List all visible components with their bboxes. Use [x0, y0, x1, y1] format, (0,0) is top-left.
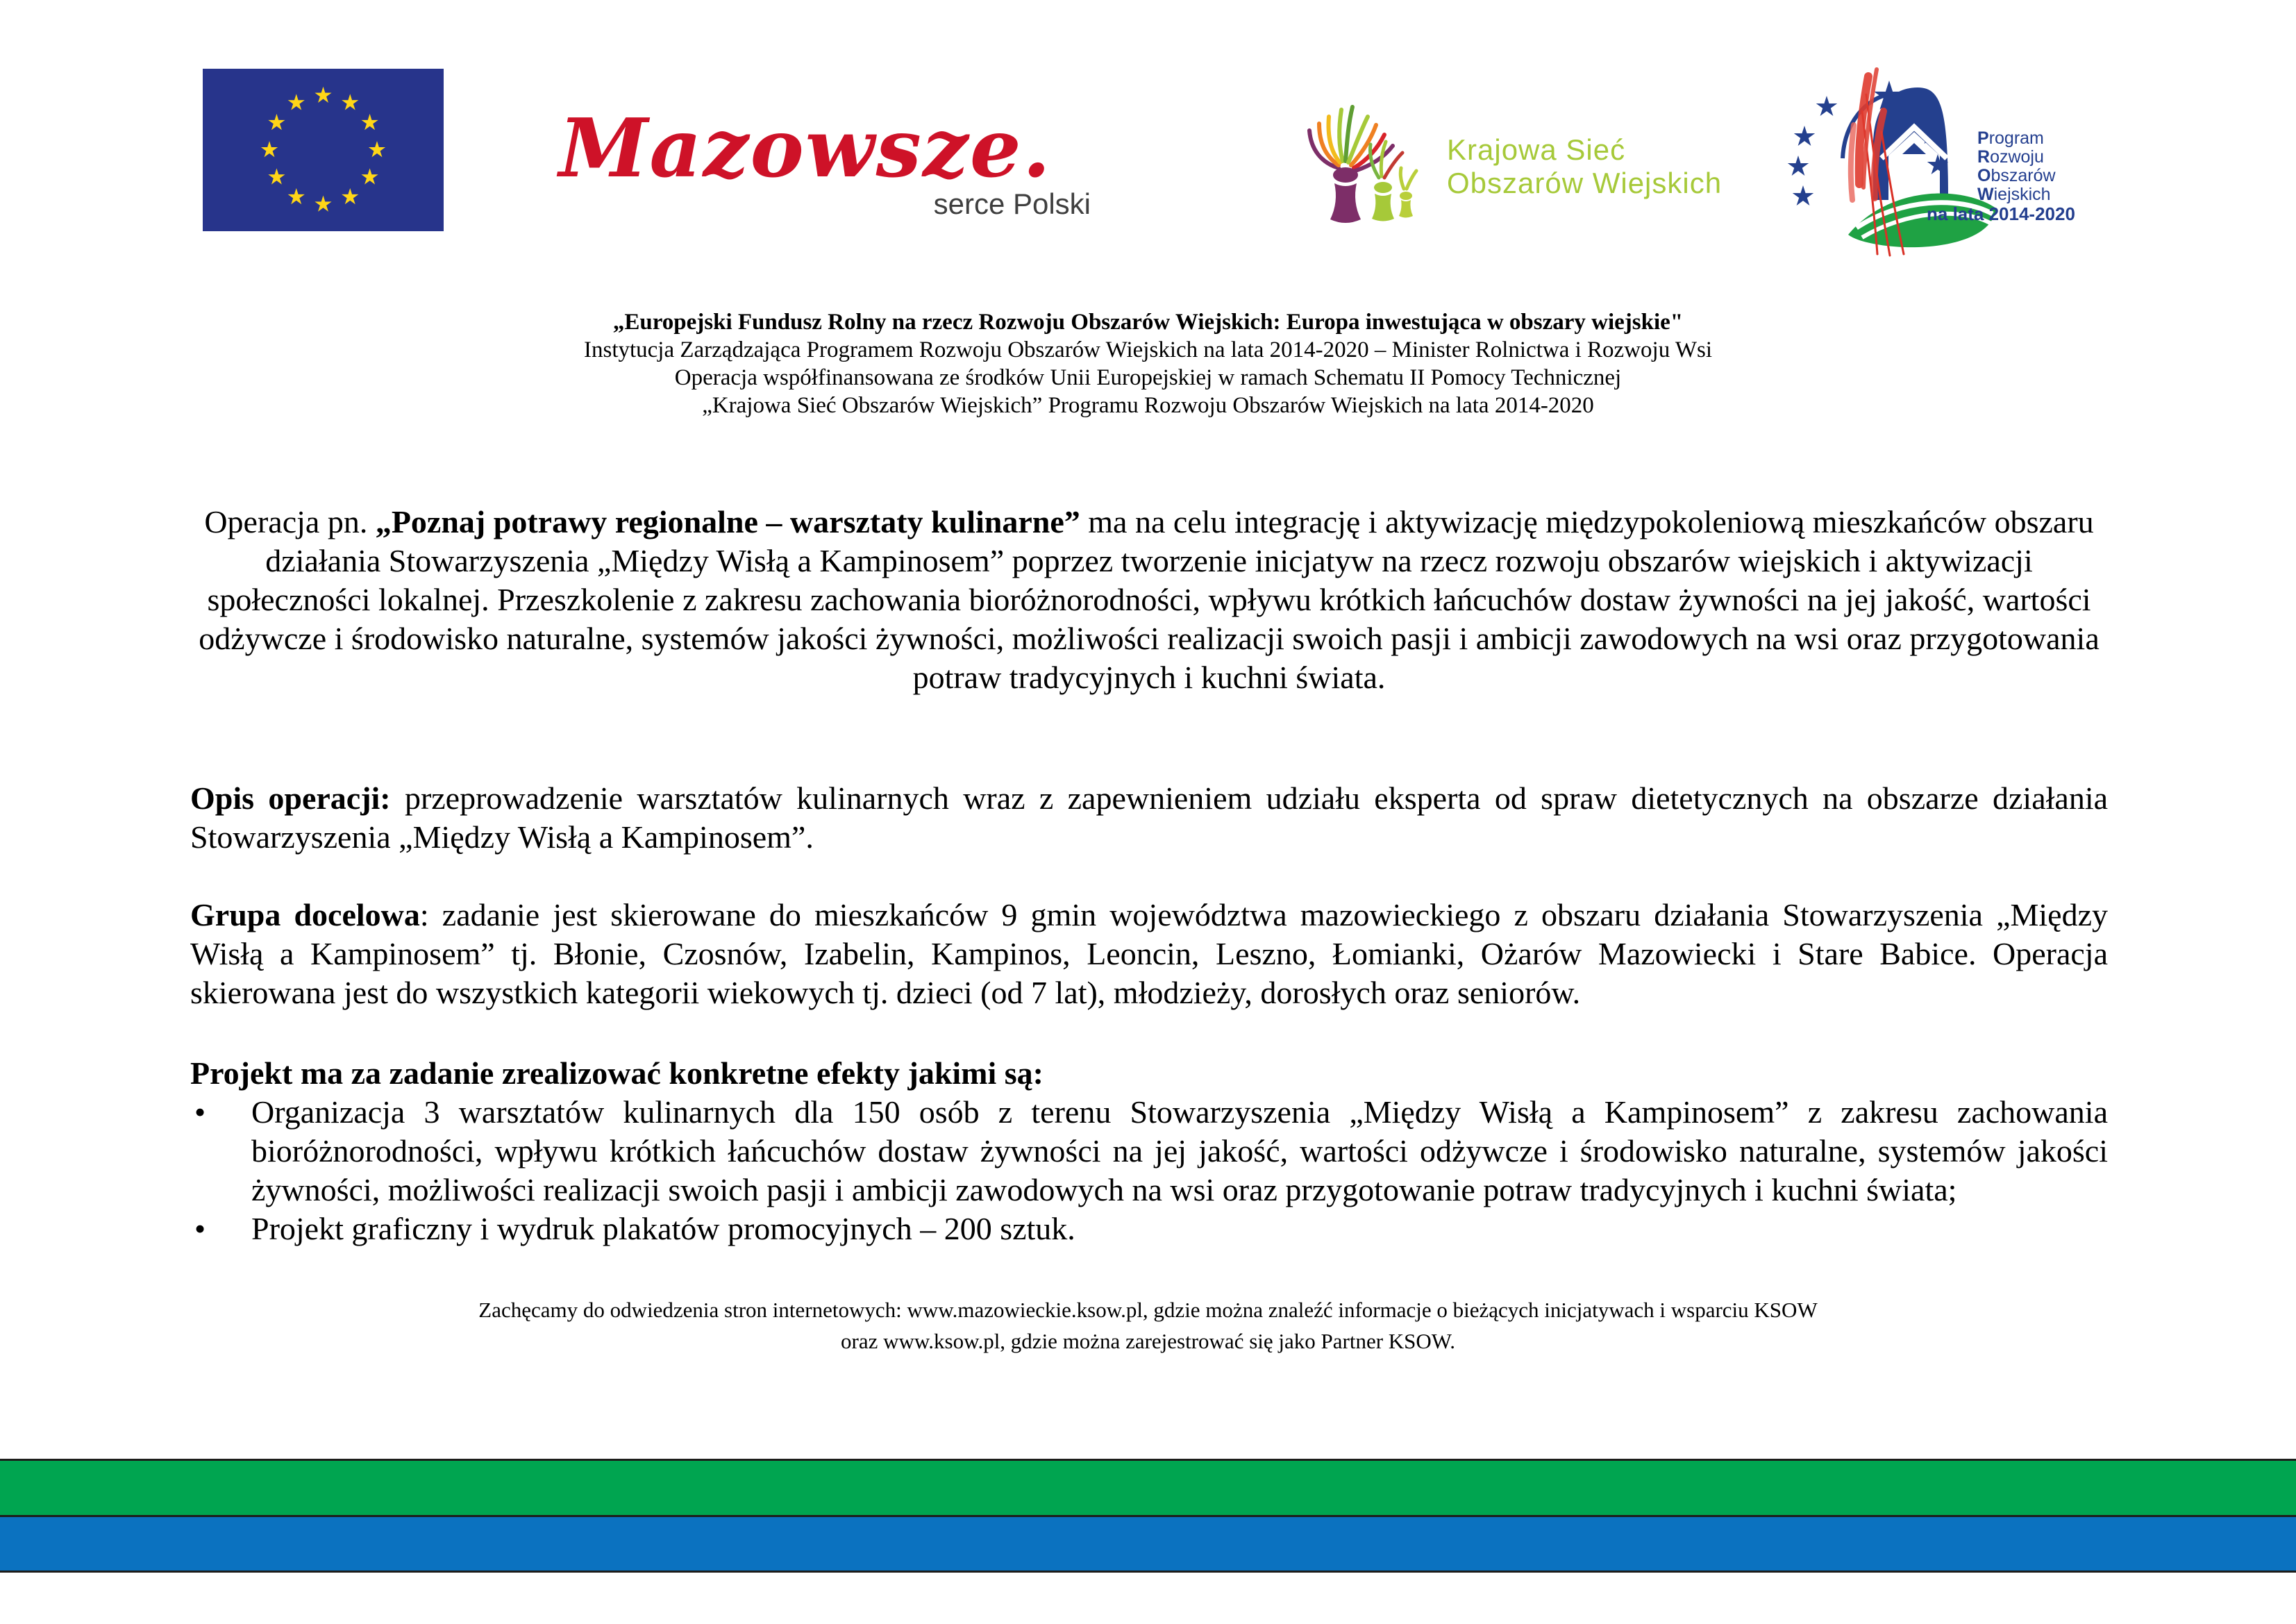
- opis-label: Opis operacji:: [190, 780, 391, 816]
- ksow-logo: [1300, 74, 1723, 240]
- grupa-label: Grupa docelowa: [190, 897, 420, 932]
- list-item-text: Organizacja 3 warsztatów kulinarnych dla 150 osób z terenu Stowarzyszenia „Między Wisłą a Kampinosem” z zakresu zachowania bioróżnorodności, wpływu krótkich łańcuchów dostaw żywności na jej jakość, wartości odżywcze i środowisko naturalne, systemów jakości żywności, możliwości realizacji swoich pasji i ambicji zawodowych na wsi oraz przygotowanie potraw tradycyjnych i kuchni świata;: [251, 1094, 2108, 1207]
- grupa-text: : zadanie jest skierowane do mieszkańców 9 gmin województwa mazowieckiego z obszaru działania Stowarzyszenia „Między Wisłą a Kampinosem” tj. Błonie, Czosnów, Izabelin, Kampinos, Leoncin, Leszno, Łomianki, Ożarów Mazowiecki i Stare Babice. Operacja skierowana jest do wszystkich kategorii wiekowych tj. dzieci (od 7 lat), młodzieży, dorosłych oraz seniorów.: [190, 897, 2109, 1010]
- ksow-title-line1: Krajowa Sieć: [1447, 133, 1626, 166]
- intro-rest: ma na celu integrację i aktywizację międzypokoleniową mieszkańców obszaru działania Stowarzyszenia „Między Wisłą a Kampinosem” poprzez tworzenie inicjatyw na rzecz rozwoju obszarów wiejskich i aktywizacji społeczności lokalnej. Przeszkolenie z zakresu zachowania bioróżnorodności, wpływu krótkich łańcuchów dostaw żywności na jej jakość, wartości odżywcze i środowisko naturalne, systemów jakości żywności, możliwości realizacji swoich pasji i ambicji zawodowych na wsi oraz przygotowania potraw tradycyjnych i kuchni świata.: [199, 504, 2100, 695]
- effects-list: [190, 1093, 2108, 1248]
- mazowsze-logo: [559, 101, 1114, 222]
- effects-heading: Projekt ma za zadanie zrealizować konkretne efekty jakimi są:: [190, 1055, 1044, 1091]
- bullet-icon: •: [194, 1211, 206, 1246]
- prow-word-initial: O: [1977, 166, 1991, 185]
- header-line-4: „Krajowa Sieć Obszarów Wiejskich” Programu Rozwoju Obszarów Wiejskich na lata 2014-2020: [702, 393, 1594, 418]
- header-line-2: Instytucja Zarządzająca Programem Rozwoju Obszarów Wiejskich na lata 2014-2020 – Minister Rolnictwa i Rozwoju Wsi: [583, 337, 1713, 362]
- blue-bar: [0, 1517, 2296, 1573]
- ksow-figures-icon: [1300, 74, 1442, 237]
- prow-word-rest: bszarów: [1991, 166, 2056, 185]
- intro-title-bold: „Poznaj potrawy regionalne – warsztaty kulinarne”: [375, 504, 1080, 539]
- prow-word-initial: P: [1977, 128, 1989, 148]
- prow-word-obszarow: [1977, 167, 2056, 185]
- prow-word-wiejskich: [1977, 185, 2056, 204]
- intro-prefix: Operacja pn.: [204, 504, 376, 539]
- prow-word-initial: R: [1977, 147, 1991, 167]
- prow-word-rest: iejskich: [1993, 185, 2051, 204]
- header-line-1: „Europejski Fundusz Rolny na rzecz Rozwoju Obszarów Wiejskich: Europa inwestująca w obszary wiejskie": [612, 310, 1684, 335]
- bullet-icon: •: [194, 1094, 206, 1130]
- effects-section: [190, 1054, 2108, 1248]
- eu-flag-logo: [203, 69, 444, 231]
- list-item: [194, 1209, 2108, 1248]
- grupa-paragraph: [190, 896, 2108, 1012]
- prow-subtitle: na lata 2014-2020: [1927, 203, 2075, 224]
- list-item: [194, 1093, 2108, 1209]
- prow-word-rest: ozwoju: [1990, 147, 2044, 167]
- mazowsze-wordmark: Mazowsze.: [559, 101, 1053, 196]
- opis-paragraph: [190, 779, 2108, 857]
- prow-word-initial: W: [1977, 185, 1994, 204]
- funding-header: [95, 308, 2201, 419]
- list-item-text: Projekt graficzny i wydruk plakatów promocyjnych – 200 sztuk.: [251, 1211, 1075, 1246]
- footer-line-2: oraz www.ksow.pl, gdzie można zarejestrować się jako Partner KSOW.: [841, 1329, 1455, 1353]
- header-line-3: Operacja współfinansowana ze środków Unii Europejskiej w ramach Schematu II Pomocy Technicznej: [674, 365, 1622, 390]
- prow-logo: [1784, 28, 2104, 257]
- opis-text: przeprowadzenie warsztatów kulinarnych wraz z zapewnieniem udziału eksperta od spraw dietetycznych na obszarze działania Stowarzyszenia „Między Wisłą a Kampinosem”.: [190, 780, 2109, 855]
- footer-note: [95, 1294, 2201, 1357]
- prow-word-rest: rogram: [1988, 128, 2044, 148]
- prow-word-program: [1977, 129, 2056, 148]
- green-bar: [0, 1459, 2296, 1517]
- intro-paragraph: [190, 503, 2108, 697]
- prow-word-rozwoju: [1977, 148, 2056, 167]
- eu-flag-icon: [203, 69, 444, 231]
- footer-line-1: Zachęcamy do odwiedzenia stron internetowych: www.mazowieckie.ksow.pl, gdzie można znaleźć informacje o bieżących inicjatywach i wsparciu KSOW: [478, 1298, 1818, 1322]
- mazowsze-tagline: serce Polski: [933, 187, 1091, 220]
- ksow-title-line2: Obszarów Wiejskich: [1447, 167, 1723, 199]
